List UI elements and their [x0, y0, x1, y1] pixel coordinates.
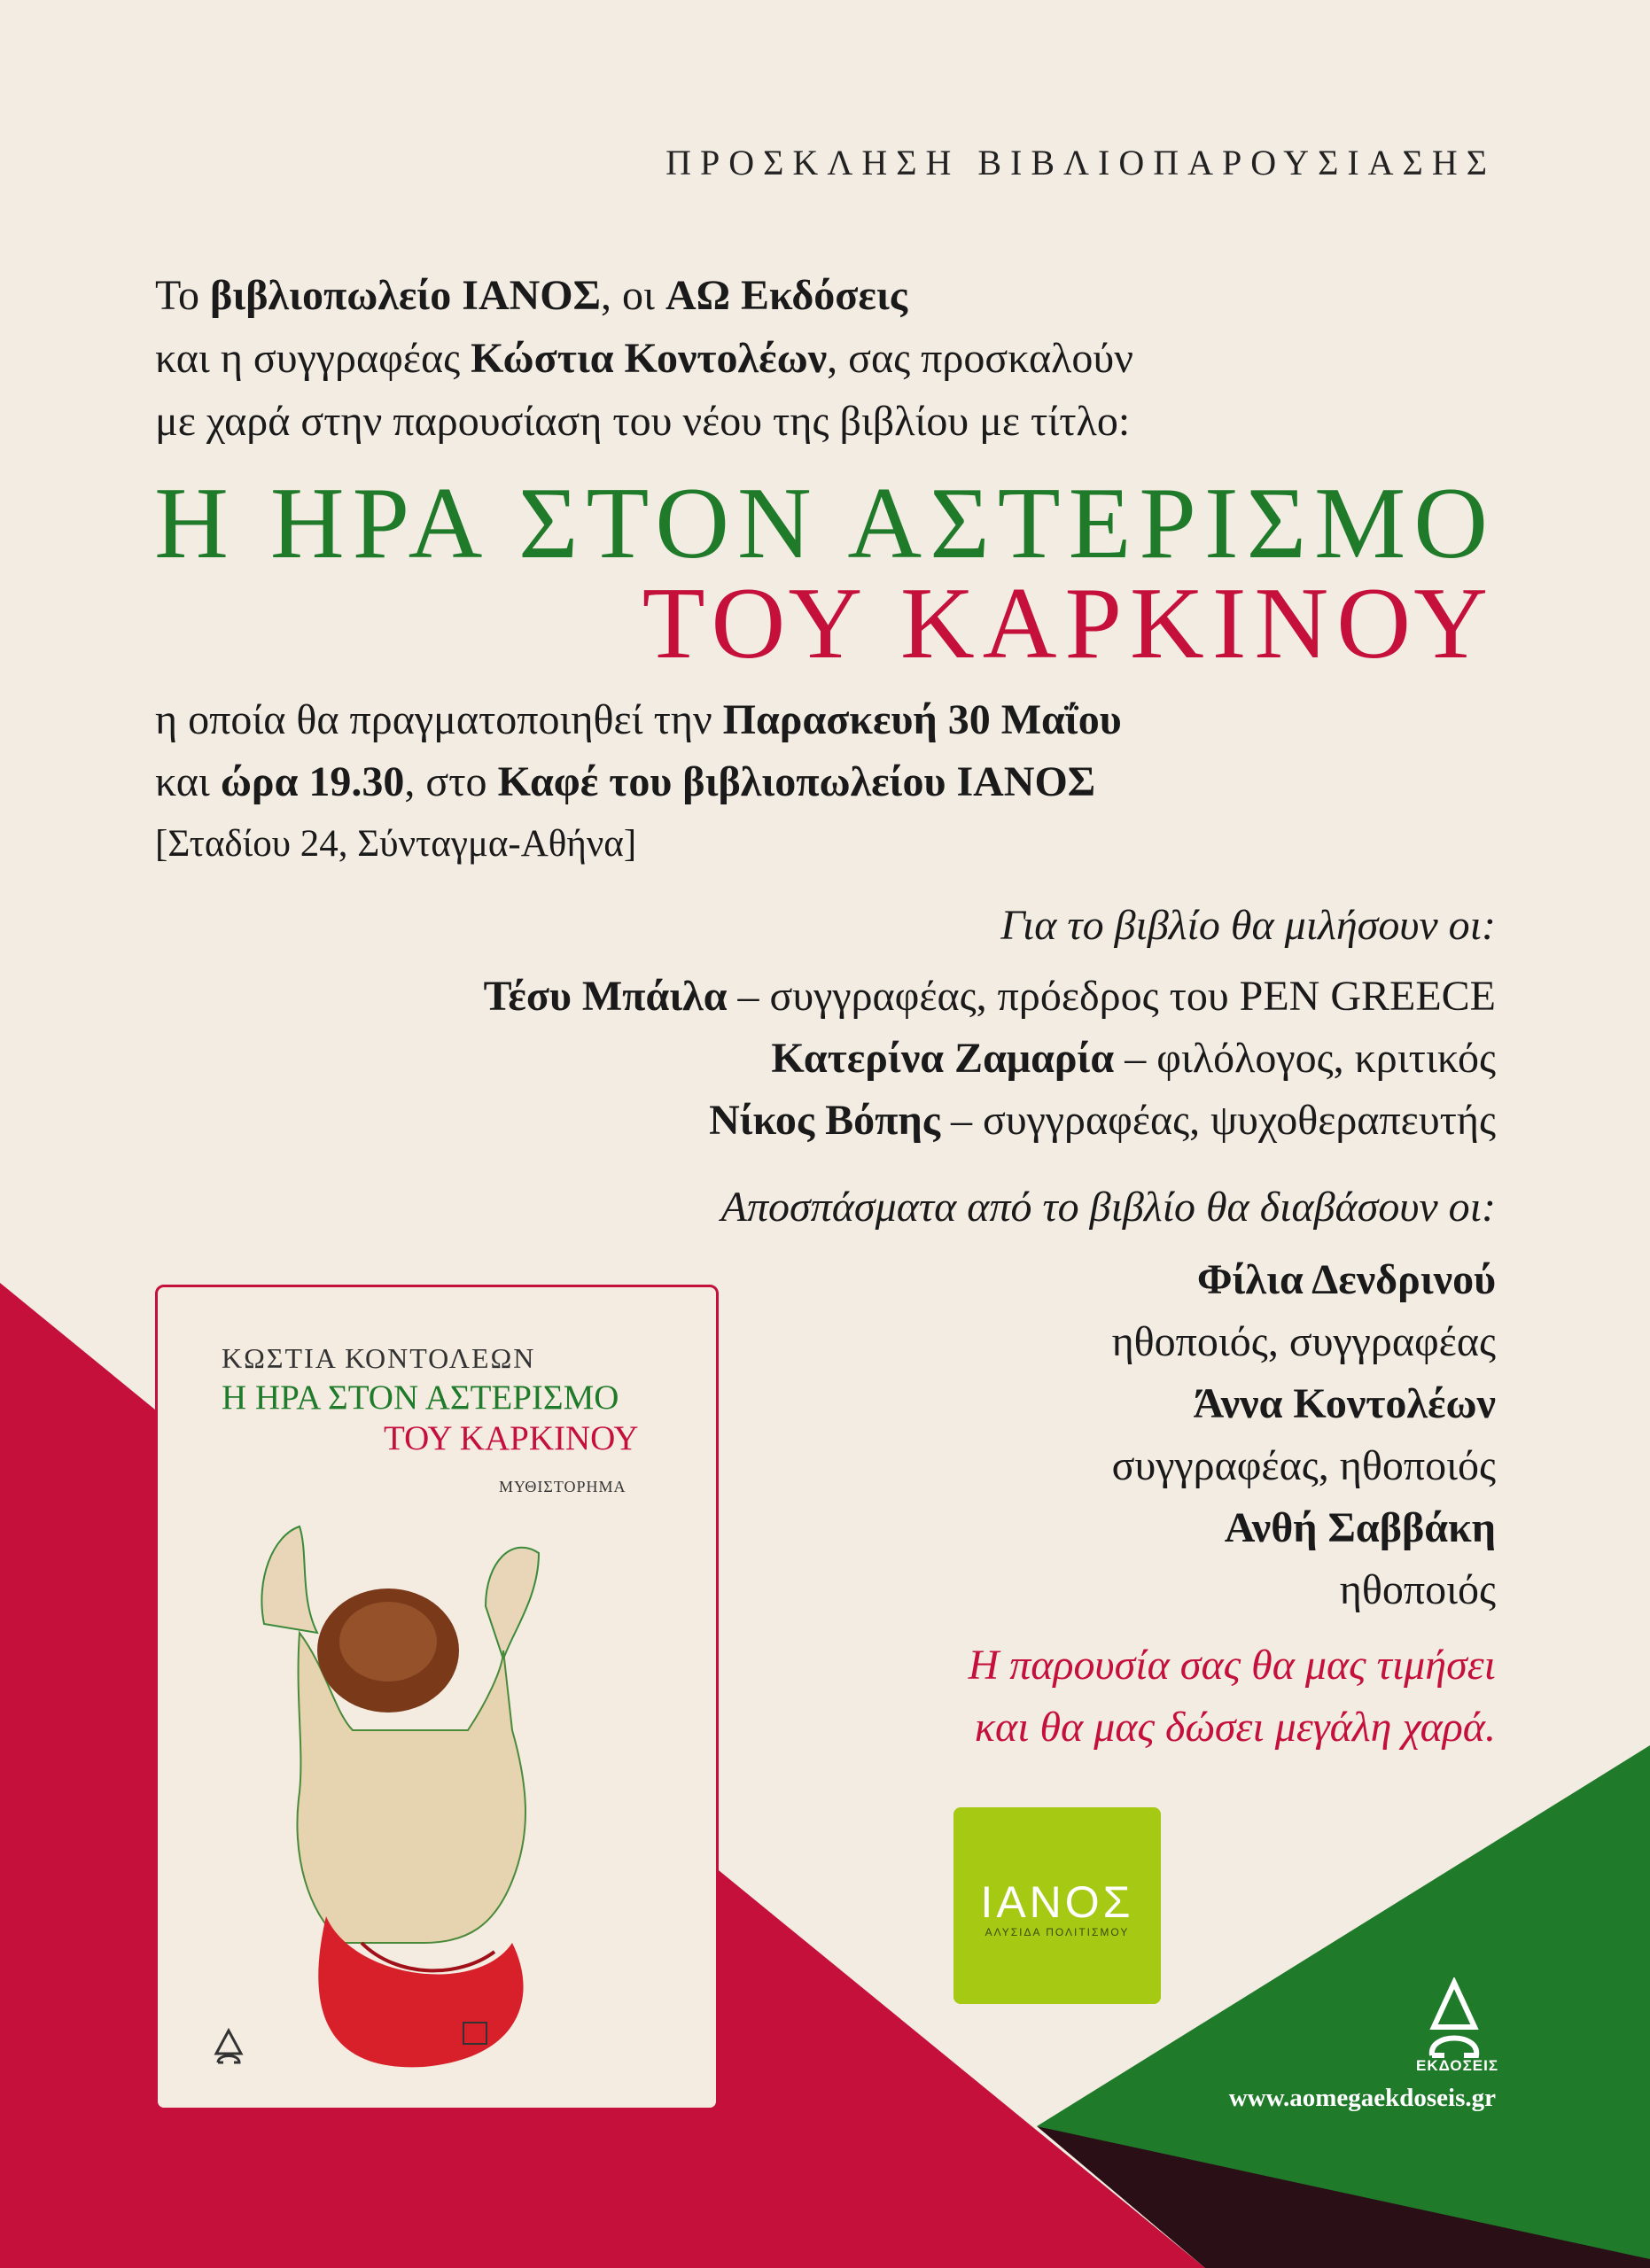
intro-line-1: Το βιβλιοπωλείο ΙΑΝΟΣ, οι ΑΩ Εκδόσεις — [155, 272, 907, 319]
cover-genre: ΜΥΘΙΣΤΟΡΗΜΑ — [499, 1478, 627, 1495]
book-cover — [155, 1285, 719, 2110]
intro-line-3: με χαρά στην παρουσίαση του νέου της βιβλίου με τίτλο: — [155, 398, 1131, 445]
reader-name: Άννα Κοντολέων — [1193, 1380, 1496, 1427]
cover-publisher-logo — [211, 2027, 246, 2071]
event-details — [155, 689, 1122, 875]
cover-title-line-2: ΤΟΥ ΚΑΡΚΙΝΟΥ — [384, 1419, 639, 1457]
closing-message: Η παρουσία σας θα μας τιμήσει και θα μας δώσει μεγάλη χαρά. — [968, 1642, 1496, 1751]
speakers-section — [484, 895, 1496, 1152]
readers-heading: Αποσπάσματα από το βιβλίο θα διαβάσουν οι: — [720, 1184, 1496, 1231]
ianos-logo-tagline: ΑΛΥΣΙΔΑ ΠΟΛΙΤΙΣΜΟΥ — [985, 1926, 1130, 1938]
cover-illustration — [246, 1500, 565, 2076]
ianos-logo-name: ΙΑΝΟΣ — [980, 1877, 1134, 1927]
cover-author: ΚΩΣΤΙΑ ΚΟΝΤΟΛΕΩΝ — [222, 1342, 536, 1374]
reader-name: Φίλια Δενδρινού — [1196, 1256, 1496, 1303]
publisher-label: ΕΚΔΟΣΕΙΣ — [1416, 2057, 1499, 2074]
book-title-line-2: ΤΟΥ ΚΑΡΚΙΝΟΥ — [642, 567, 1496, 680]
publisher-website: www.aomegaekdoseis.gr — [1228, 2084, 1496, 2112]
reader-role: ηθοποιός — [1339, 1566, 1496, 1613]
readers-section — [721, 1177, 1496, 1621]
event-address: [Σταδίου 24, Σύνταγμα-Αθήνα] — [155, 823, 637, 865]
ianos-logo — [953, 1807, 1161, 2004]
speaker-item: Τέσυ Μπάιλα – συγγραφέας, πρόεδρος του PEN GREECE — [483, 973, 1496, 1020]
speakers-heading: Για το βιβλίο θα μιλήσουν οι: — [1000, 902, 1496, 949]
event-time-line: και ώρα 19.30, στο Καφέ του βιβλιοπωλείου ΙΑΝΟΣ — [155, 758, 1096, 805]
speaker-item: Κατερίνα Ζαμαρία – φιλόλογος, κριτικός — [771, 1035, 1496, 1082]
book-title-line-1: Η ΗΡΑ ΣΤΟΝ ΑΣΤΕΡΙΣΜΟ — [154, 467, 1496, 580]
invitation-header: ΠΡΟΣΚΛΗΣΗ ΒΙΒΛΙΟΠΑΡΟΥΣΙΑΣΗΣ — [665, 143, 1496, 183]
reader-role: ηθοποιός, συγγραφέας — [1111, 1318, 1496, 1365]
intro-line-2: και η συγγραφέας Κώστια Κοντολέων, σας προσκαλούν — [155, 335, 1133, 382]
cover-title-line-1: Η ΗΡΑ ΣΤΟΝ ΑΣΤΕΡΙΣΜΟ — [222, 1379, 619, 1417]
reader-role: συγγραφέας, ηθοποιός — [1111, 1442, 1496, 1489]
aomega-logo-icon — [1423, 1977, 1485, 2066]
event-date-line: η οποία θα πραγματοποιηθεί την Παρασκευή 30 Μαΐου — [155, 696, 1122, 743]
reader-name: Ανθή Σαββάκη — [1224, 1504, 1496, 1551]
intro-text — [155, 264, 1133, 453]
speaker-item: Νίκος Βόπης – συγγραφέας, ψυχοθεραπευτής — [709, 1097, 1496, 1144]
